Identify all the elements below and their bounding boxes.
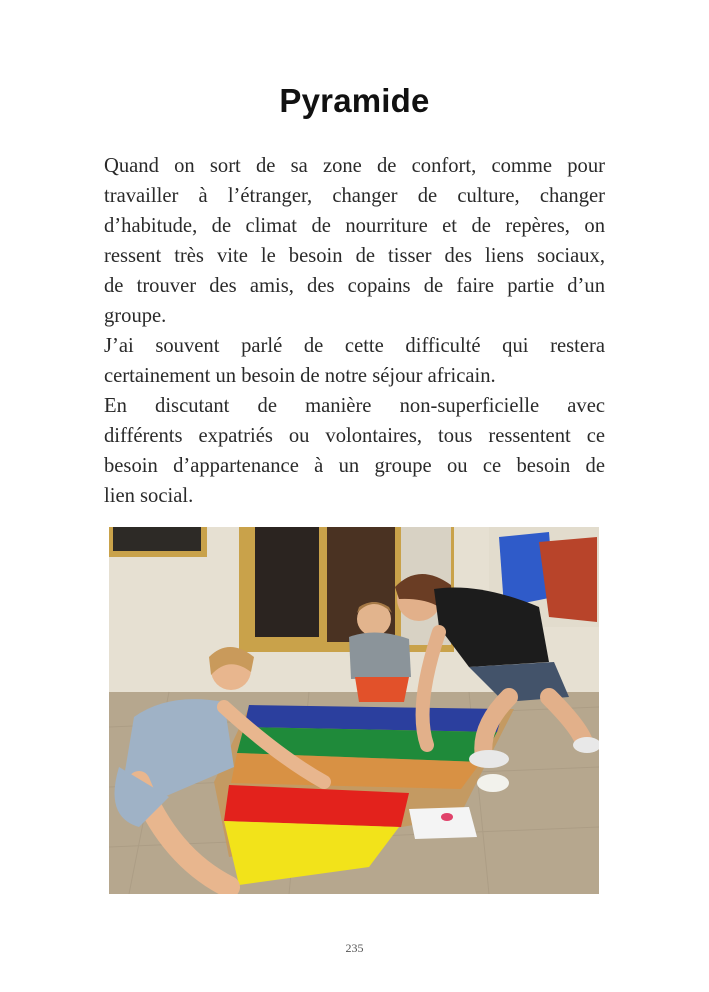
paint-bowl xyxy=(477,774,509,792)
text-line: différents expatriés ou volontaires, tous ressentent ce xyxy=(104,425,605,447)
page-title: Pyramide xyxy=(279,82,430,119)
door-dark xyxy=(255,527,319,637)
text-line: certainement un besoin de notre séjour africain. xyxy=(104,365,496,387)
sneaker xyxy=(469,750,509,768)
text-line: ressent très vite le besoin de tisser des liens sociaux, xyxy=(104,245,605,267)
body-text xyxy=(104,151,605,511)
paint-blob xyxy=(441,813,453,821)
text-line: En discutant de manière non-superficielle avec xyxy=(104,395,605,417)
page-number: 235 xyxy=(345,941,364,955)
paper-sheet xyxy=(409,807,477,839)
photo-children-painting xyxy=(109,527,599,894)
text-line: Quand on sort de sa zone de confort, comme pour xyxy=(104,155,605,177)
boy-shirt xyxy=(349,632,411,679)
window-pane xyxy=(113,527,201,551)
text-line: J’ai souvent parlé de cette difficulté qui restera xyxy=(104,335,605,357)
text-line: de trouver des amis, des copains de faire partie d’un xyxy=(104,275,605,297)
text-line: travailler à l’étranger, changer de culture, changer xyxy=(104,185,605,207)
text-line: lien social. xyxy=(104,485,194,507)
text-line: groupe. xyxy=(104,305,167,327)
boy-shorts xyxy=(355,677,409,702)
text-line: d’habitude, de climat de nourriture et de repères, on xyxy=(104,215,605,237)
text-line: besoin d’appartenance à un groupe ou ce besoin de xyxy=(104,455,605,477)
